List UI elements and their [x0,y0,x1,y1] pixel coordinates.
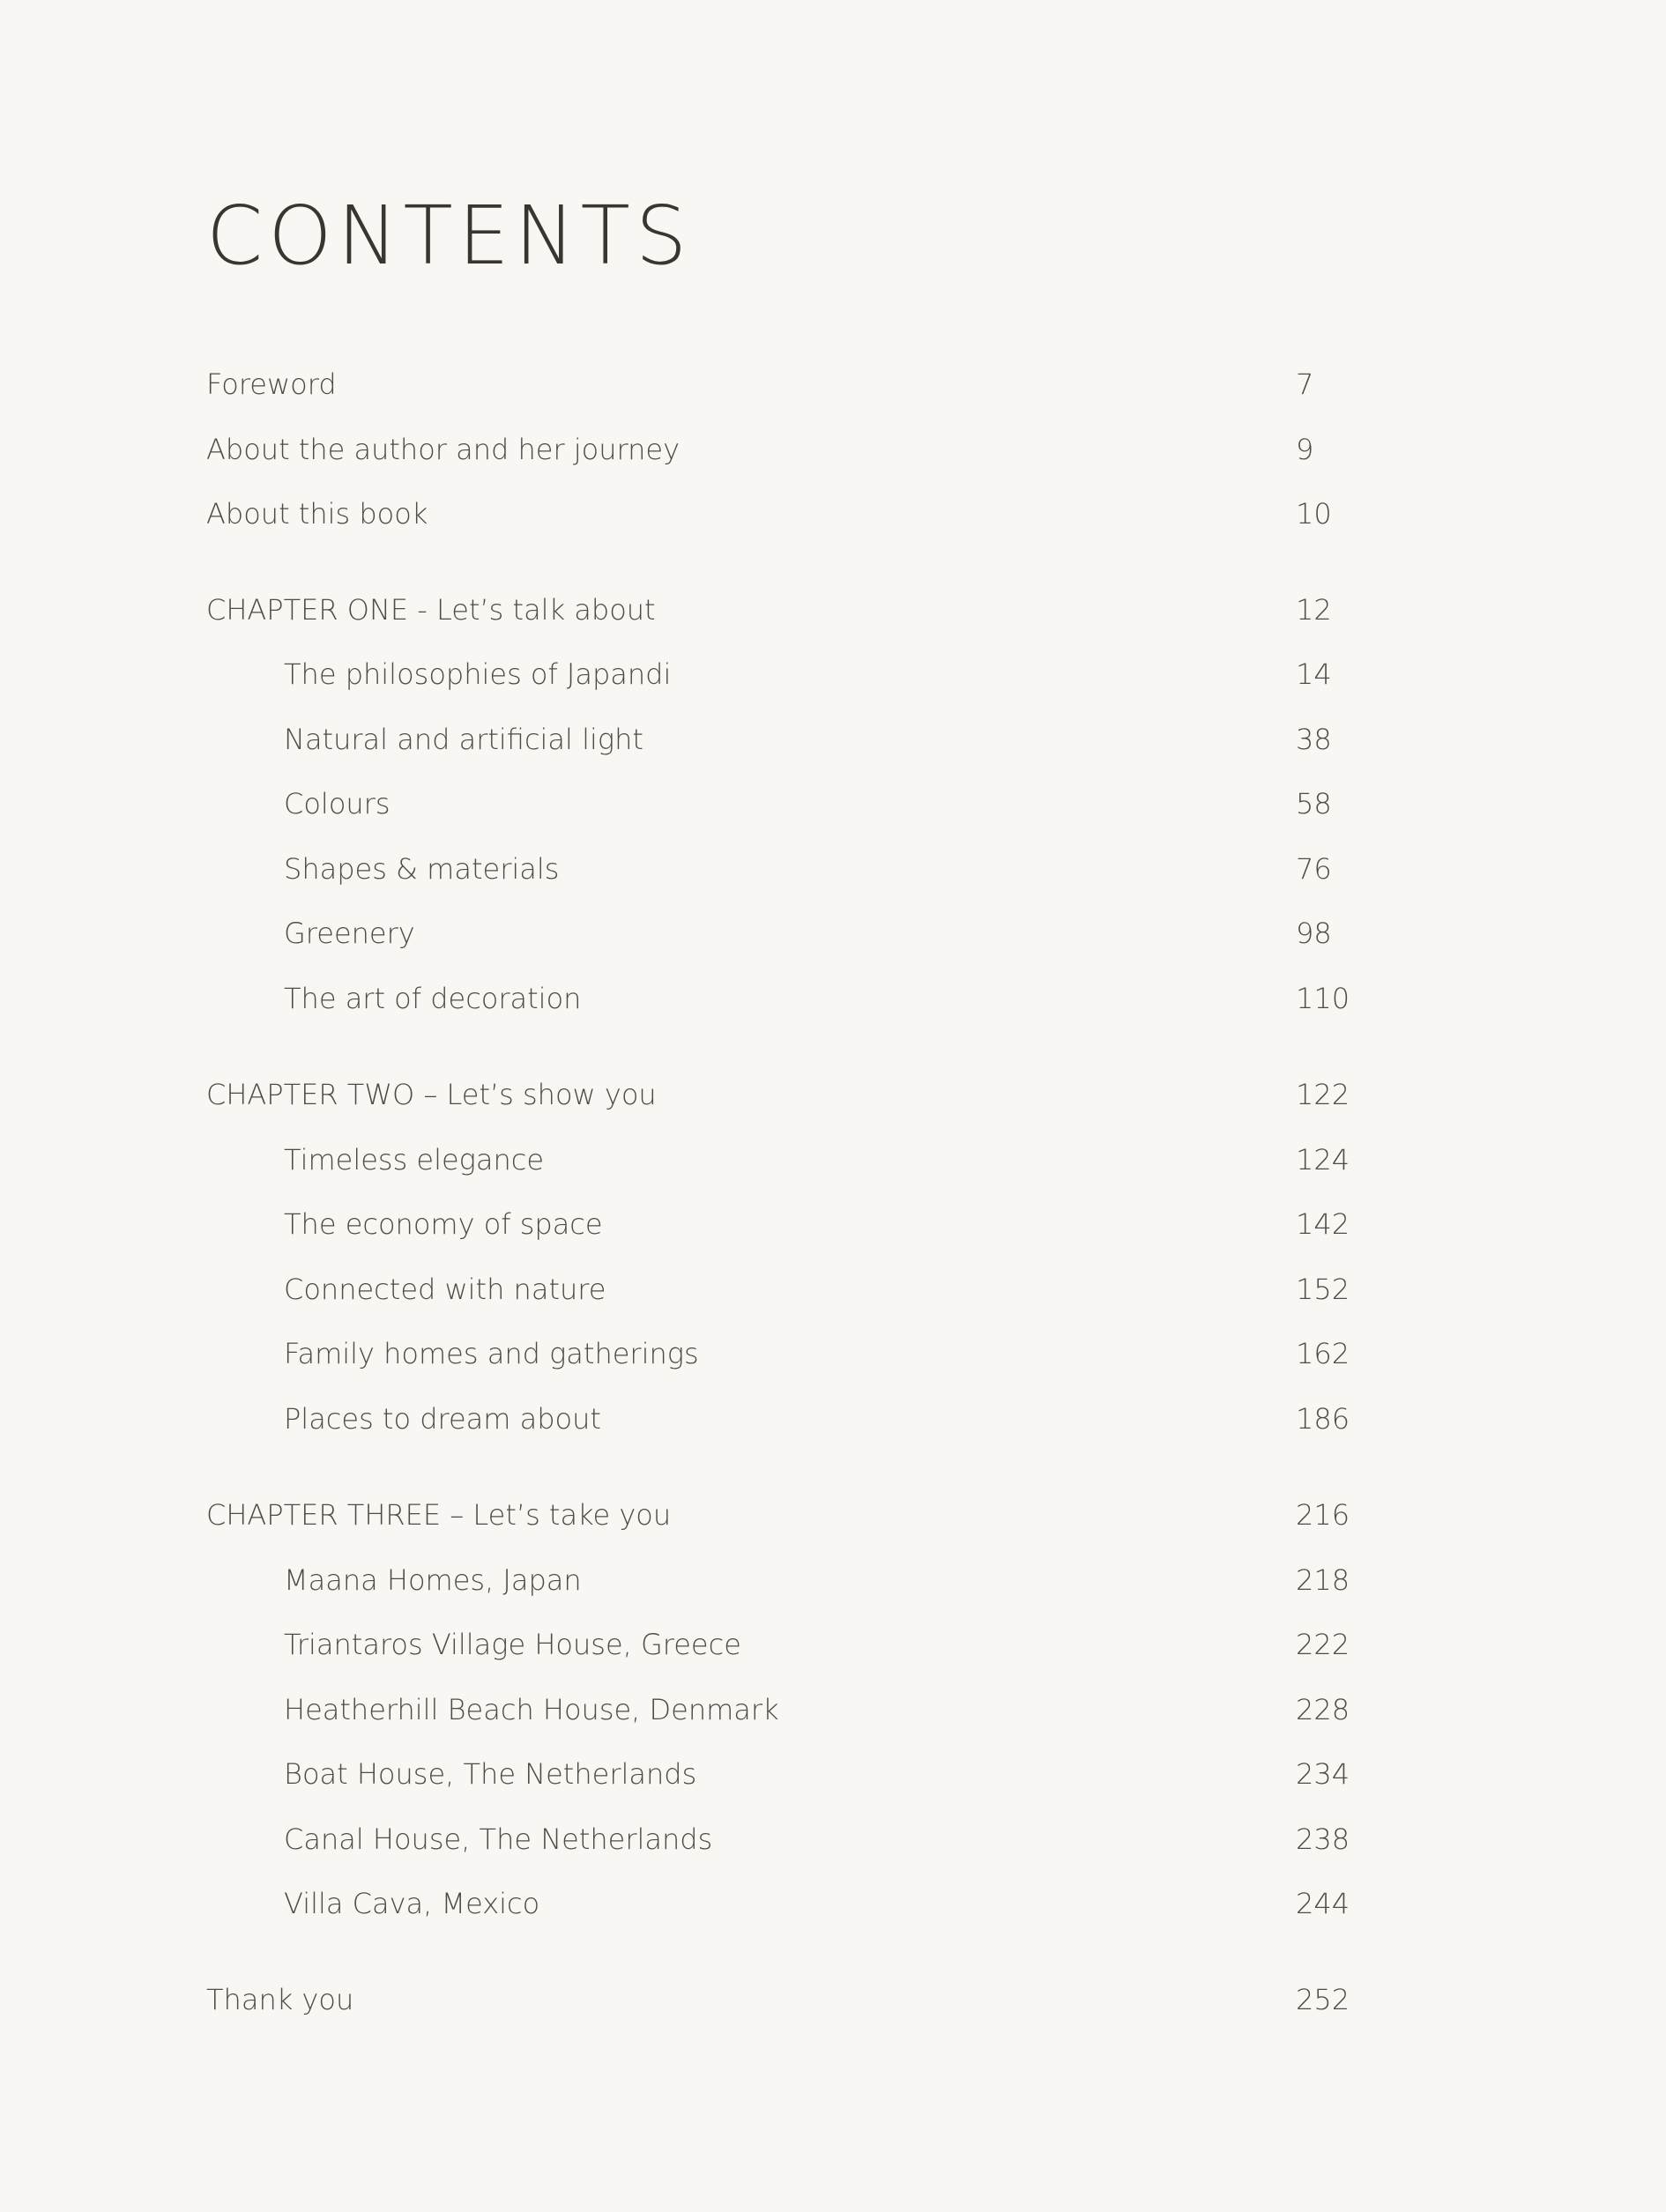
toc-entry-page: 110 [1296,982,1350,1015]
toc-entry-label: Heatherhill Beach House, Denmark [284,1693,779,1726]
toc-entry-label: Shapes & materials [284,852,560,886]
toc-entry-label: Colours [284,787,390,820]
toc-entry[interactable] [0,652,1666,696]
toc-entry-label: Greenery [284,917,415,950]
toc-entry-label: Thank you [206,1983,354,2016]
toc-entry-page: 238 [1296,1822,1350,1856]
toc-entry-label: CHAPTER ONE - Let’s talk about [206,593,656,627]
toc-entry-page: 162 [1296,1337,1350,1370]
toc-entry-label: CHAPTER TWO – Let’s show you [206,1078,657,1111]
toc-entry-label: About the author and her journey [206,433,681,466]
toc-entry-page: 142 [1296,1207,1350,1241]
toc-entry-page: 124 [1296,1143,1350,1177]
toc-entry[interactable] [0,492,1666,536]
page-title: CONTENTS [206,189,693,283]
toc-chapter-heading[interactable] [0,1493,1666,1537]
toc-entry-label: Family homes and gatherings [284,1337,699,1370]
toc-entry[interactable] [0,1138,1666,1182]
toc-entry[interactable] [0,1978,1666,2022]
toc-entry-page: 218 [1296,1563,1350,1597]
toc-entry-label: Natural and artificial light [284,723,643,756]
toc-entry-page: 152 [1296,1273,1350,1306]
toc-entry-page: 234 [1296,1757,1350,1791]
toc-entry-page: 244 [1296,1887,1350,1920]
toc-entry-label: Boat House, The Netherlands [284,1757,697,1791]
toc-entry-page: 122 [1296,1078,1350,1111]
toc-entry[interactable] [0,1882,1666,1926]
toc-entry-page: 222 [1296,1628,1350,1661]
toc-entry-page: 252 [1296,1983,1350,2016]
toc-entry[interactable] [0,1267,1666,1311]
toc-entry-label: CHAPTER THREE – Let’s take you [206,1498,672,1532]
toc-entry[interactable] [0,1688,1666,1732]
toc-entry-label: Foreword [206,367,337,401]
toc-entry[interactable] [0,1622,1666,1666]
toc-entry[interactable] [0,427,1666,471]
toc-chapter-heading[interactable] [0,1073,1666,1117]
toc-entry[interactable] [0,1332,1666,1376]
toc-entry-label: About this book [206,497,428,531]
toc-entry[interactable] [0,362,1666,406]
toc-entry-label: The art of decoration [284,982,582,1015]
toc-entry-label: Maana Homes, Japan [284,1563,582,1597]
toc-entry-page: 58 [1296,787,1332,820]
toc-entry-label: Connected with nature [284,1273,606,1306]
toc-entry[interactable] [0,1558,1666,1602]
toc-entry-page: 7 [1296,367,1314,401]
toc-entry-page: 9 [1296,433,1314,466]
toc-entry-label: Triantaros Village House, Greece [284,1628,741,1661]
toc-entry-page: 98 [1296,917,1332,950]
toc-entry-page: 14 [1296,657,1332,691]
toc-entry-label: The economy of space [284,1207,603,1241]
toc-entry-page: 186 [1296,1402,1350,1436]
toc-entry-page: 216 [1296,1498,1350,1532]
toc-entry-label: Timeless elegance [284,1143,545,1177]
toc-entry[interactable] [0,782,1666,826]
toc-entry-label: The philosophies of Japandi [284,657,672,691]
toc-entry-page: 228 [1296,1693,1350,1726]
toc-entry-label: Canal House, The Netherlands [284,1822,713,1856]
toc-entry[interactable] [0,976,1666,1021]
toc-entry[interactable] [0,717,1666,761]
toc-entry[interactable] [0,847,1666,891]
toc-entry-page: 12 [1296,593,1332,627]
toc-entry-label: Places to dream about [284,1402,601,1436]
toc-entry-page: 38 [1296,723,1332,756]
toc-entry[interactable] [0,1817,1666,1861]
toc-entry[interactable] [0,1752,1666,1796]
toc-entry-label: Villa Cava, Mexico [284,1887,540,1920]
toc-entry[interactable] [0,1397,1666,1441]
toc-entry-page: 76 [1296,852,1332,886]
toc-entry[interactable] [0,911,1666,955]
toc-chapter-heading[interactable] [0,588,1666,632]
toc-entry[interactable] [0,1202,1666,1246]
toc-entry-page: 10 [1296,497,1332,531]
